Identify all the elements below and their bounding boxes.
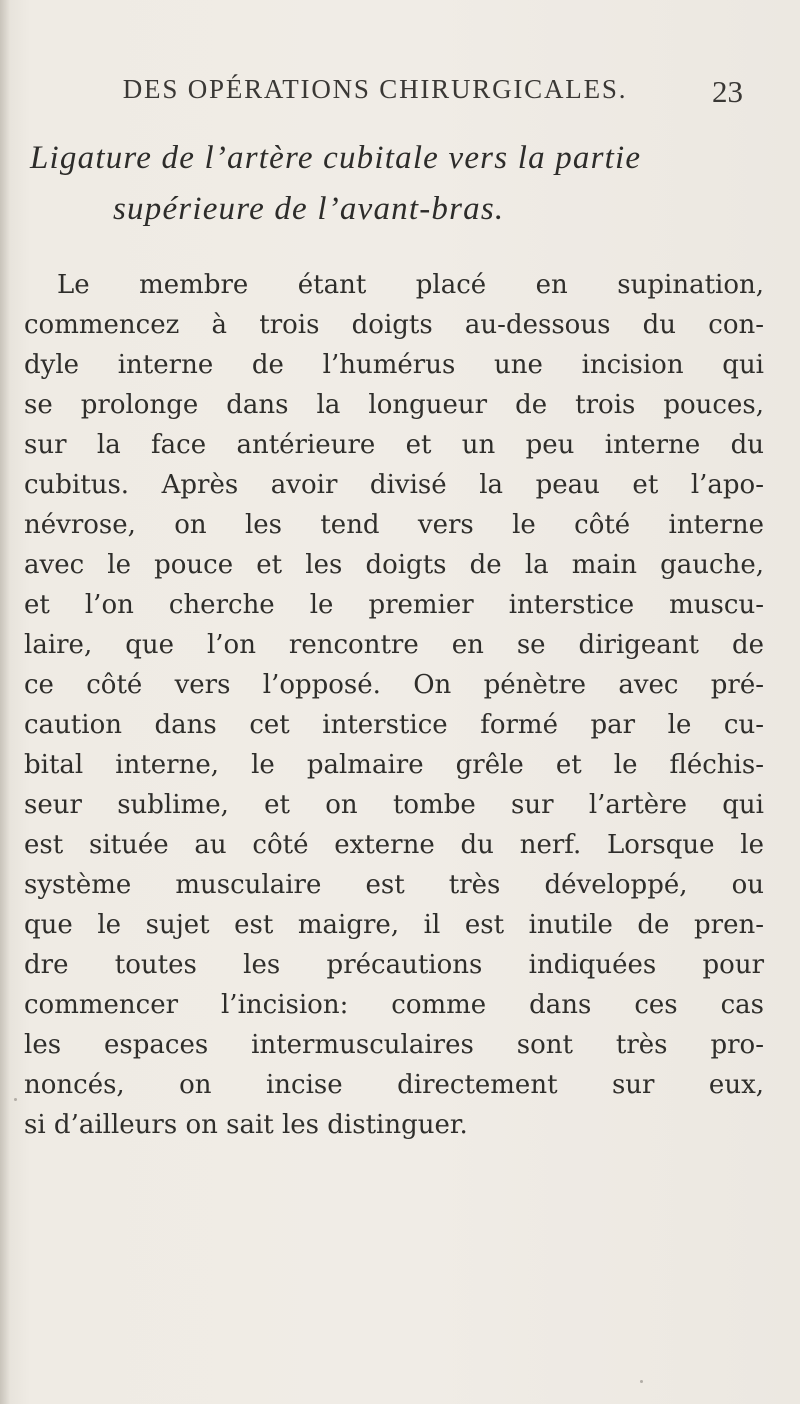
text-line: noncés, on incise directement sur eux, — [24, 1070, 764, 1100]
text-line: Le membre étant placé en supination, — [57, 270, 764, 300]
text-line: bital interne, le palmaire grêle et le fléchis- — [24, 750, 764, 780]
text-line: se prolonge dans la longueur de trois pouces, — [24, 390, 764, 420]
page-header — [0, 74, 800, 114]
text-line: caution dans cet interstice formé par le cu- — [24, 710, 764, 740]
text-line: et l’on cherche le premier interstice muscu- — [24, 590, 764, 620]
text-line: que le sujet est maigre, il est inutile de pren- — [24, 910, 764, 940]
text-line: cubitus. Après avoir divisé la peau et l’apo- — [24, 470, 764, 500]
section-title-line-2: supérieure de l’avant-bras. — [113, 191, 505, 227]
text-line: seur sublime, et on tombe sur l’artère qui — [24, 790, 764, 820]
section-title-line-1: Ligature de l’artère cubitale vers la partie — [30, 140, 642, 176]
text-line: dyle interne de l’humérus une incision qui — [24, 350, 764, 380]
text-line: avec le pouce et les doigts de la main gauche, — [24, 550, 764, 580]
text-line: ce côté vers l’opposé. On pénètre avec pré- — [24, 670, 764, 700]
text-line: sur la face antérieure et un peu interne du — [24, 430, 764, 460]
text-line: commencer l’incision: comme dans ces cas — [24, 990, 764, 1020]
paper-speck — [14, 1098, 17, 1101]
text-line: laire, que l’on rencontre en se dirigeant de — [24, 630, 764, 660]
gutter-shadow — [0, 0, 10, 1404]
text-line: système musculaire est très développé, ou — [24, 870, 764, 900]
running-head: DES OPÉRATIONS CHIRURGICALES. — [122, 74, 628, 104]
text-line: commencez à trois doigts au-dessous du con- — [24, 310, 764, 340]
page-number: 23 — [712, 74, 743, 109]
paper-speck — [640, 1380, 643, 1383]
text-line: névrose, on les tend vers le côté interne — [24, 510, 764, 540]
text-line: dre toutes les précautions indiquées pour — [24, 950, 764, 980]
text-line: les espaces intermusculaires sont très pro- — [24, 1030, 764, 1060]
text-line: si d’ailleurs on sait les distinguer. — [24, 1110, 468, 1140]
text-line: est située au côté externe du nerf. Lorsque le — [24, 830, 764, 860]
